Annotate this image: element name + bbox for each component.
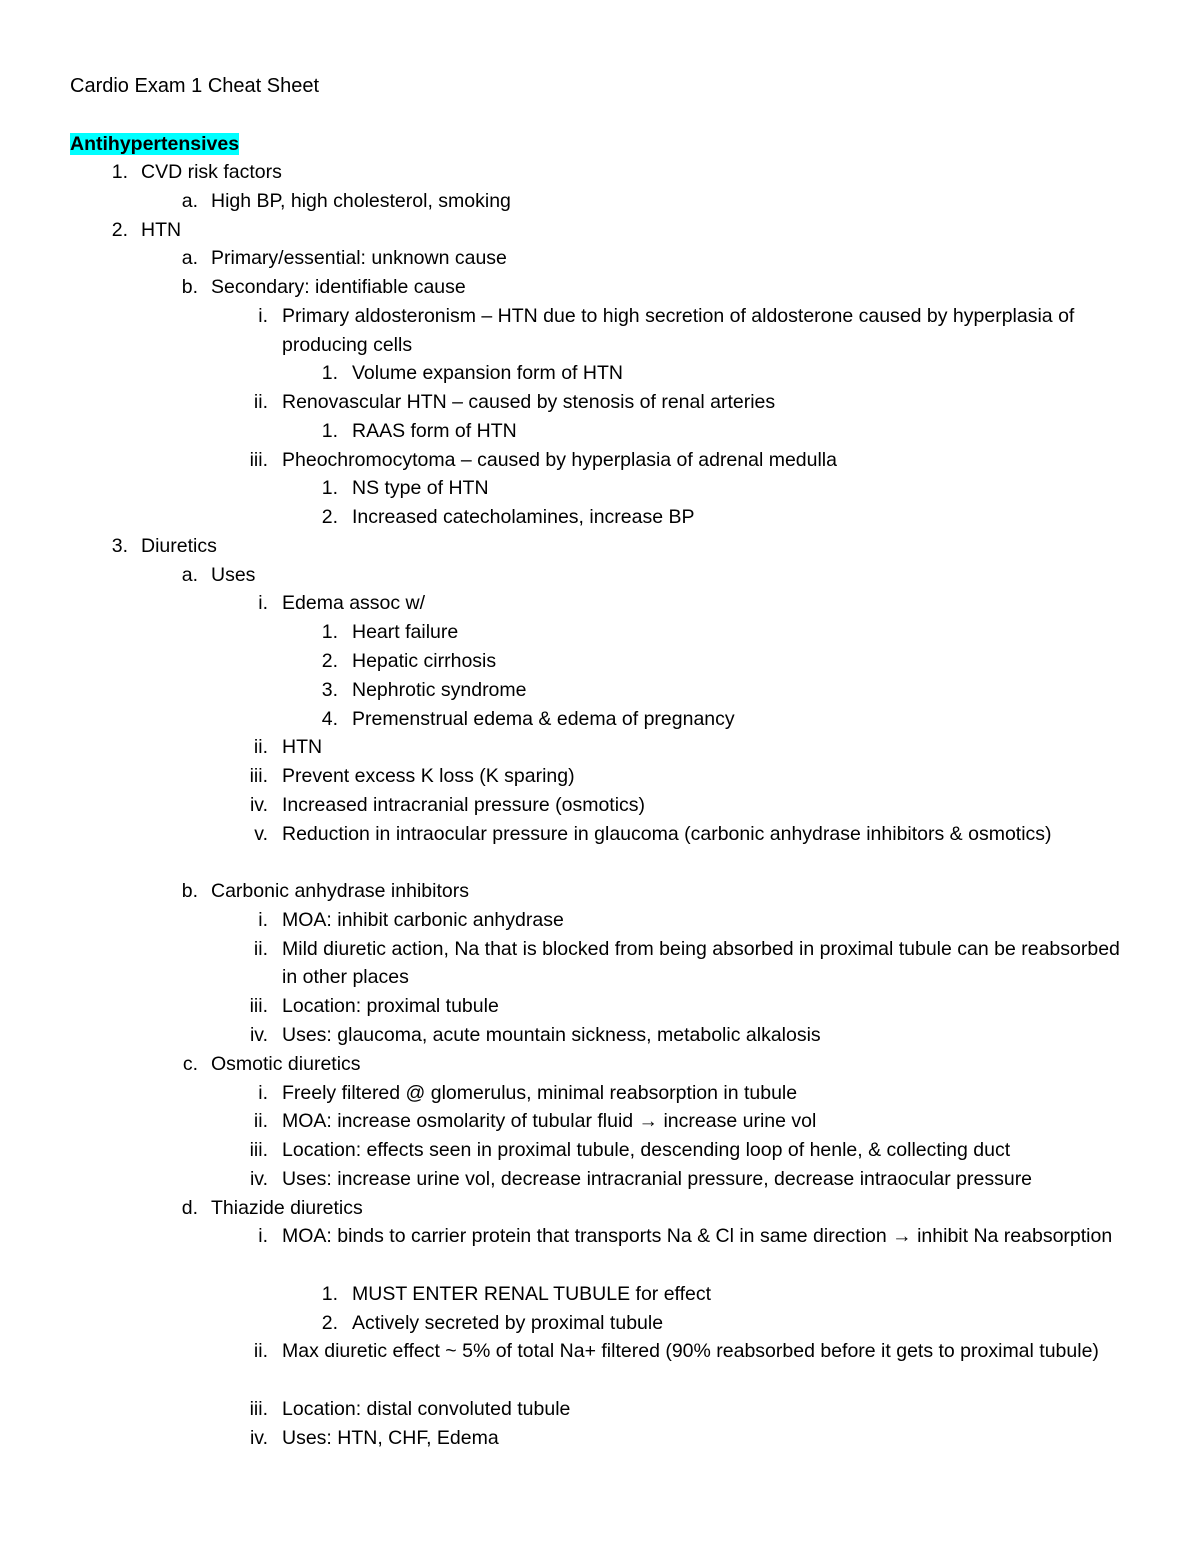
outline-item [0,532,1200,561]
outline-marker: a. [181,189,198,212]
outline-marker: iii. [249,995,268,1018]
outline-item [0,474,1200,503]
outline-text: CVD risk factors [141,161,282,183]
outline-marker: i. [258,592,268,615]
outline-text: Increased intracranial pressure (osmotics) [282,793,646,816]
outline-text: Uses: glaucoma, acute mountain sickness, metabolic alkalosis [282,1023,821,1046]
outline-marker: 2. [321,506,338,529]
outline-item [0,503,1200,532]
outline-marker: ii. [253,937,268,960]
outline-marker: 2. [321,1311,338,1334]
outline-text: Uses [211,563,256,586]
outline-marker: 3. [111,534,128,557]
outline-marker: iii. [249,1397,268,1420]
outline-item [0,992,1200,1021]
outline-item [0,1050,1200,1079]
outline-item [0,1337,1200,1395]
outline-text: Pheochromocytoma – caused by hyperplasia of adrenal medulla [282,448,837,471]
outline-marker: 1. [321,477,338,500]
outline-item [0,216,1200,245]
outline-text: Diuretics [141,534,217,557]
outline-marker: 1. [321,362,338,385]
outline-text: High BP, high cholesterol, smoking [211,189,511,212]
page-title: Cardio Exam 1 Cheat Sheet [70,75,320,97]
outline-marker: v. [254,822,268,845]
outline-text: Uses: HTN, CHF, Edema [282,1426,499,1449]
outline-text: HTN [282,736,323,759]
outline-text: MUST ENTER RENAL TUBULE for effect [352,1282,712,1305]
outline-text: Primary/essential: unknown cause [211,247,507,270]
outline-marker: iii. [249,448,268,471]
outline-marker: b. [181,880,198,903]
outline-item [0,1136,1200,1165]
section-heading-text: Antihypertensives [70,133,240,155]
outline-item [0,187,1200,216]
outline-item [0,1165,1200,1194]
outline-item [0,1107,1200,1136]
outline-item [0,705,1200,734]
outline-item [0,791,1200,820]
outline-item [0,417,1200,446]
outline-marker: 2. [111,218,128,241]
outline-text: Carbonic anhydrase inhibitors [211,880,469,903]
outline-item [0,762,1200,791]
outline-item [0,647,1200,676]
outline-item [0,158,1200,187]
outline-marker: iv. [249,1167,268,1190]
outline-text: Mild diuretic action, Na that is blocked from being absorbed in proximal tubule can be reabsorbed in other places [282,937,1120,989]
outline-marker: b. [181,276,198,299]
outline-text: Hepatic cirrhosis [352,650,497,673]
outline-item [0,359,1200,388]
outline-item [0,1280,1200,1309]
outline-text: Premenstrual edema & edema of pregnancy [352,707,735,730]
outline-text: Actively secreted by proximal tubule [352,1311,664,1334]
outline-item [0,1309,1200,1338]
outline-item [0,273,1200,302]
outline-item [0,388,1200,417]
outline-marker: d. [181,1196,198,1219]
outline-text: Secondary: identifiable cause [211,276,466,299]
outline-text: Primary aldosteronism – HTN due to high secretion of aldosterone caused by hyperplasia of producing cells [282,304,1075,356]
outline-item [0,906,1200,935]
outline-text: Increased catecholamines, increase BP [352,506,695,529]
outline-marker: 2. [321,650,338,673]
outline-item [0,1424,1200,1453]
outline-marker: 1. [321,1282,338,1305]
outline-text: NS type of HTN [352,477,489,500]
outline-marker: 4. [321,707,338,730]
outline-text: Edema assoc w/ [282,592,426,615]
outline-item [0,618,1200,647]
outline-item [0,820,1200,878]
outline-text: Uses: increase urine vol, decrease intracranial pressure, decrease intraocular pressure [282,1167,1033,1190]
outline-marker: iv. [249,793,268,816]
outline-text: MOA: inhibit carbonic anhydrase [282,908,564,931]
outline-text: Heart failure [352,621,459,644]
outline-item [0,1021,1200,1050]
outline-marker: iv. [249,1426,268,1449]
outline-text: Renovascular HTN – caused by stenosis of renal arteries [282,391,776,414]
outline-item [0,1222,1200,1280]
outline-item [0,935,1200,993]
outline-marker: iii. [249,765,268,788]
outline-text: Location: proximal tubule [282,995,499,1018]
outline-marker: ii. [253,1110,268,1133]
outline-text: Thiazide diuretics [211,1196,363,1219]
outline-text: Location: distal convoluted tubule [282,1397,571,1420]
outline-text: Osmotic diuretics [211,1052,361,1075]
outline-marker: ii. [253,1340,268,1363]
outline-marker: 1. [321,419,338,442]
outline-text: Reduction in intraocular pressure in glaucoma (carbonic anhydrase inhibitors & osmotics) [282,822,1052,845]
outline-marker: i. [258,1081,268,1104]
outline-marker: iv. [249,1023,268,1046]
outline-item [0,244,1200,273]
outline-list [0,158,1200,1452]
outline-item [0,1194,1200,1223]
outline-item [0,1079,1200,1108]
outline-text: MOA: increase osmolarity of tubular fluid → increase urine vol [282,1110,817,1133]
outline-item [0,446,1200,475]
outline-marker: a. [181,247,198,270]
outline-marker: ii. [253,736,268,759]
outline-item [0,877,1200,906]
outline-text: Location: effects seen in proximal tubule, descending loop of henle, & collecting duct [282,1139,1011,1162]
outline-marker: 3. [321,678,338,701]
outline-marker: ii. [253,391,268,414]
outline-text: RAAS form of HTN [352,419,517,442]
outline-item [0,589,1200,618]
outline-text: Freely filtered @ glomerulus, minimal reabsorption in tubule [282,1081,798,1104]
outline-marker: c. [182,1052,198,1075]
outline-marker: iii. [249,1139,268,1162]
outline-text: Max diuretic effect ~ 5% of total Na+ filtered (90% reabsorbed before it gets to proximal tubule) [282,1340,1099,1363]
outline-item [0,561,1200,590]
outline-marker: 1. [321,621,338,644]
outline-marker: i. [258,304,268,327]
outline-item [0,733,1200,762]
outline-item [0,302,1200,360]
outline-text: Nephrotic syndrome [352,678,527,701]
outline-marker: i. [258,1225,268,1248]
section-heading [70,130,239,158]
outline-text: MOA: binds to carrier protein that transports Na & Cl in same direction → inhibit Na reabsorption [282,1225,1113,1248]
outline-text: HTN [141,218,182,241]
outline-text: Prevent excess K loss (K sparing) [282,765,575,788]
outline-item [0,1395,1200,1424]
outline-marker: i. [258,908,268,931]
outline-marker: a. [181,563,198,586]
outline-item [0,676,1200,705]
outline-text: Volume expansion form of HTN [352,362,623,385]
outline-marker: 1. [111,161,128,183]
